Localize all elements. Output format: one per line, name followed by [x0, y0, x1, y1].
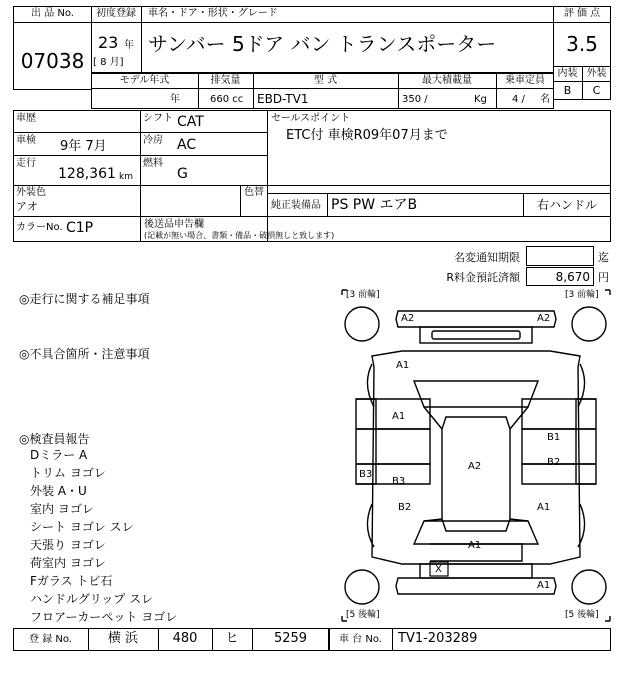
inspection-label: 車検 [16, 135, 36, 146]
damage-mark: B2 [398, 502, 412, 513]
mileage-unit: km [119, 172, 133, 182]
inspector-item: ハンドルグリップ スレ [30, 592, 154, 606]
name-change-deadline-label: 名変通知期限 [454, 251, 520, 264]
inspector-item: トリム ヨゴレ [30, 466, 106, 480]
name-change-deadline-box [526, 246, 594, 266]
fuel-value: G [177, 166, 188, 182]
inspector-item: 天張り ヨゴレ [30, 538, 106, 552]
evaluation-score: 3.5 [566, 32, 598, 56]
max-load-value: 350 / [402, 94, 428, 105]
max-load-label: 最大積載量 [422, 75, 472, 86]
genuine-equipment-value: PS PW エアB [331, 197, 418, 213]
sales-points-value: ETC付 車検R09年07月まで [286, 128, 448, 143]
vehicle-damage-diagram [340, 289, 612, 622]
fuel-label: 燃料 [143, 158, 163, 169]
history-label: 車歴 [16, 113, 36, 124]
repaint-label: 色替 [244, 187, 264, 198]
front-right-corner-label: [3 前輪] [565, 290, 599, 300]
recycle-fee-unit: 円 [598, 271, 609, 284]
inspector-item: シート ヨゴレ スレ [30, 520, 134, 534]
capacity-unit: 名 [540, 94, 550, 105]
registration-class: 480 [172, 631, 198, 646]
registration-place: 横 浜 [107, 631, 139, 646]
ac-label: 冷房 [143, 135, 163, 146]
shift-value: CAT [177, 114, 204, 130]
model-code-value: EBD-TV1 [257, 92, 309, 106]
first-registration-year: 23 [98, 33, 119, 52]
displacement-value: 660 cc [210, 94, 244, 105]
recycle-fee-value: 8,670 [555, 270, 590, 284]
inspector-item: 室内 ヨゴレ [30, 502, 94, 516]
damage-mark: A2 [537, 313, 551, 324]
interior-grade: B [563, 84, 572, 97]
exterior-color-label: 外装色 [16, 187, 46, 198]
mileage-value: 128,361 [58, 166, 116, 182]
inspector-report-heading: ◎検査員報告 [19, 432, 90, 446]
rear-right-corner-label: [5 後輪] [565, 610, 599, 620]
post-delivery-label: 後送品申告欄 [144, 219, 204, 230]
model-code-label: 型 式 [313, 75, 338, 86]
shift-label: シフト [143, 113, 173, 124]
damage-mark: A1 [537, 580, 551, 591]
max-load-unit: Kg [474, 94, 487, 105]
capacity-label: 乗車定員 [505, 75, 545, 86]
score-label: 評 価 点 [563, 8, 601, 19]
first-registration-label: 初度登録 [96, 8, 136, 19]
damage-mark: B2 [547, 457, 561, 468]
exterior-color-value: アオ [16, 200, 38, 213]
lot-number-label: 出 品 No. [31, 8, 74, 19]
model-year-label: モデル年式 [119, 75, 170, 86]
damage-mark: A1 [396, 360, 410, 371]
inspector-item: 荷室内 ヨゴレ [30, 556, 106, 570]
chassis-label: 車 台 No. [339, 634, 382, 645]
vehicle-name-label: 車名・ドア・形状・グレード [148, 8, 278, 19]
registration-kana: ヒ [225, 631, 239, 646]
inspector-item: Fガラス トビ石 [30, 574, 113, 588]
damage-mark: A2 [401, 313, 415, 324]
first-registration-month: [ 8 月] [93, 57, 124, 68]
exterior-grade: C [592, 84, 601, 97]
registration-number: 5259 [273, 631, 308, 646]
driving-notes-heading: ◎走行に関する補足事項 [19, 292, 150, 306]
damage-mark: X [435, 564, 442, 575]
damage-mark: A1 [392, 411, 406, 422]
lot-number: 07038 [20, 49, 85, 73]
color-number-label: カラーNo. [16, 222, 63, 233]
damage-mark: A1 [537, 502, 551, 513]
exterior-label: 外装 [586, 68, 607, 79]
displacement-label: 排気量 [210, 75, 241, 86]
name-change-suffix: 迄 [598, 251, 609, 264]
damage-mark: B1 [547, 432, 561, 443]
defects-heading: ◎不具合箇所・注意事項 [19, 347, 150, 361]
sales-points-label: セールスポイント [271, 113, 351, 124]
damage-mark: A2 [468, 461, 482, 472]
recycle-fee-label: R料金預託済額 [446, 271, 520, 284]
damage-mark: A1 [468, 540, 482, 551]
capacity-value: 4 / [512, 94, 525, 105]
interior-label: 内装 [557, 68, 578, 79]
year-unit: 年 [124, 40, 134, 51]
inspector-item: 外装 A・U [30, 484, 87, 498]
color-number-value: C1P [66, 220, 94, 236]
registration-label: 登 録 No. [29, 634, 72, 645]
vehicle-outline-svg [340, 289, 612, 622]
steering-side: 右ハンドル [536, 198, 597, 212]
model-year-unit: 年 [170, 94, 180, 105]
front-left-corner-label: [3 前輪] [346, 290, 380, 300]
damage-mark: B3 [392, 476, 406, 487]
mileage-label: 走行 [16, 158, 36, 169]
vehicle-name: サンバー 5ドア バン トランスポーター [148, 32, 497, 56]
inspector-item: Dミラー A [30, 448, 88, 462]
inspection-value: 9年 7月 [60, 139, 107, 154]
chassis-number: TV1-203289 [398, 631, 478, 646]
genuine-equipment-label: 純正装備品 [271, 200, 321, 211]
ac-value: AC [177, 137, 197, 153]
damage-mark: B3 [359, 469, 373, 480]
inspector-item: フロアーカーペット ヨゴレ [30, 610, 178, 624]
post-delivery-note: (記載が無い場合、書類・備品・破損無しと致します) [144, 231, 335, 240]
rear-left-corner-label: [5 後輪] [346, 610, 380, 620]
